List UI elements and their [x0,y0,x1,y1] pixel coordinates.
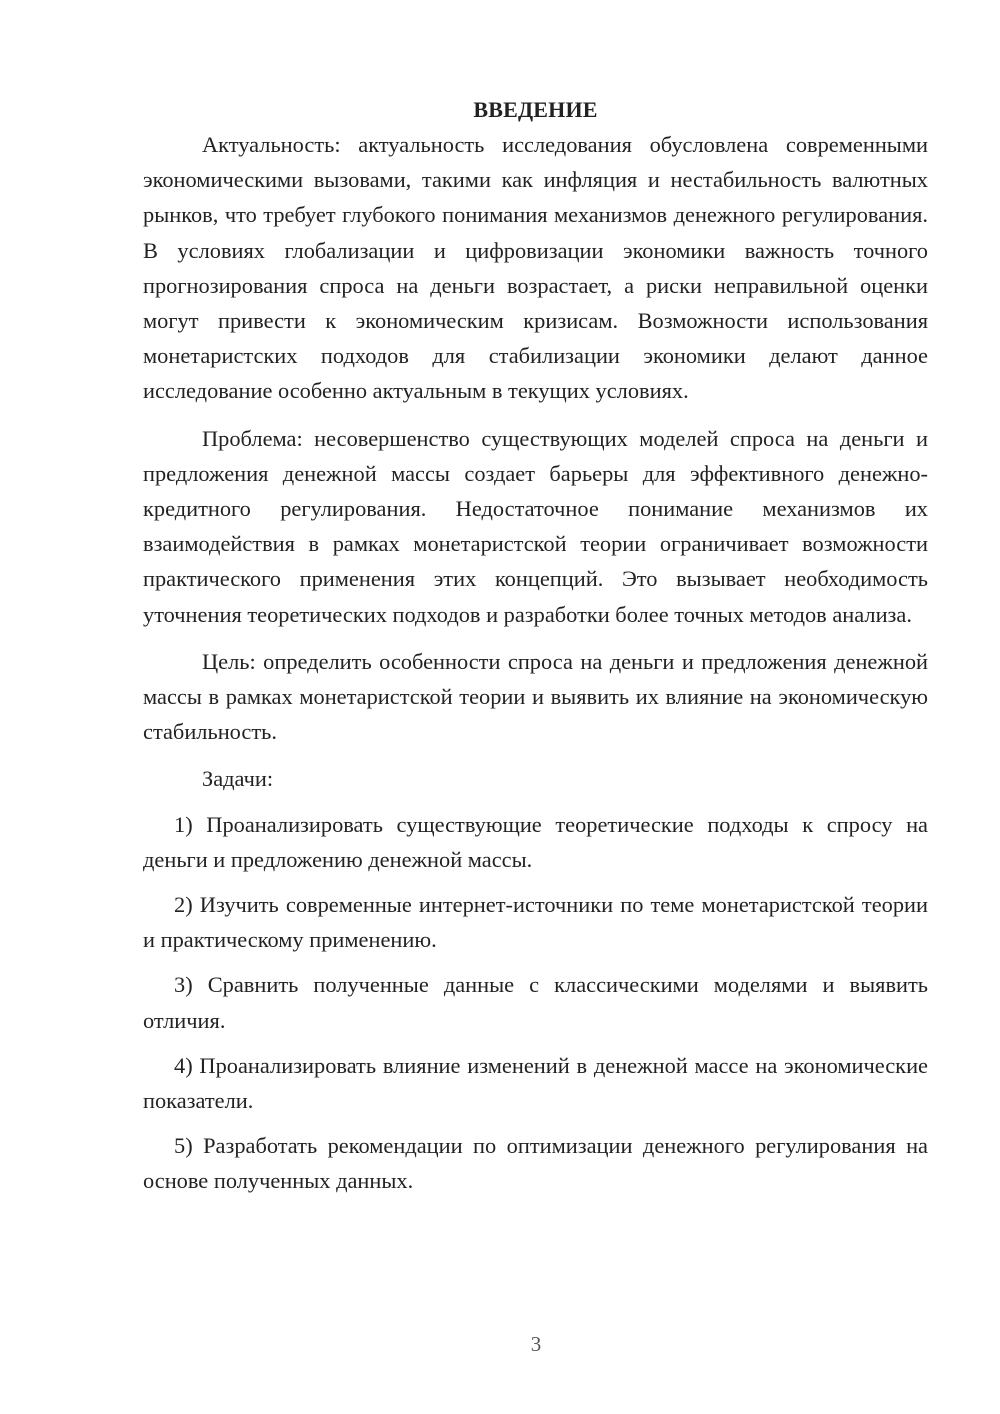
task-item-5: 5) Разработать рекомендации по оптимизации денежного регулирования на основе полученных данных. [143,1133,928,1194]
page-content [143,92,928,1209]
task-item-3: 3) Сравнить полученные данные с классическими моделями и выявить отличия. [143,972,928,1033]
paragraph-goal: Цель: определить особенности спроса на деньги и предложения денежной массы в рамках монетаристской теории и выявить их влияние на экономическую стабильность. [143,648,928,745]
tasks-label: Задачи: [202,766,274,792]
task-item-1: 1) Проанализировать существующие теоретические подходы к спросу на деньги и предложению денежной массы. [143,811,928,872]
paragraph-problem: Проблема: несовершенство существующих моделей спроса на деньги и предложения денежной массы создает барьеры для эффективного денежно-кредитного регулирования. Недостаточное понимание механизмов их взаимодействия в рамках монетаристской теории ограничивает возможности практического применения этих концепций. Это вызывает необходимость уточнения теоретических подходов и разработки более точных методов анализа. [143,425,928,627]
task-item-2: 2) Изучить современные интернет-источники по теме монетаристской теории и практическому применению. [143,892,928,953]
page-title: ВВЕДЕНИЕ [473,97,598,122]
task-item-4: 4) Проанализировать влияние изменений в денежной массе на экономические показатели. [143,1052,928,1114]
page-number: 3 [530,1332,542,1356]
paragraph-relevance: Актуальность: актуальность исследования обусловлена современными экономическими вызовами, такими как инфляция и нестабильность валютных рынков, что требует глубокого понимания механизмов денежного регулирования. В условиях глобализации и цифровизации экономики важность точного прогнозирования спроса на деньги возрастает, а риски неправильной оценки могут привести к экономическим кризисам. Возможности использования монетаристских подходов для стабилизации экономики делают данное исследование особенно актуальным в текущих условиях. [143,132,928,404]
